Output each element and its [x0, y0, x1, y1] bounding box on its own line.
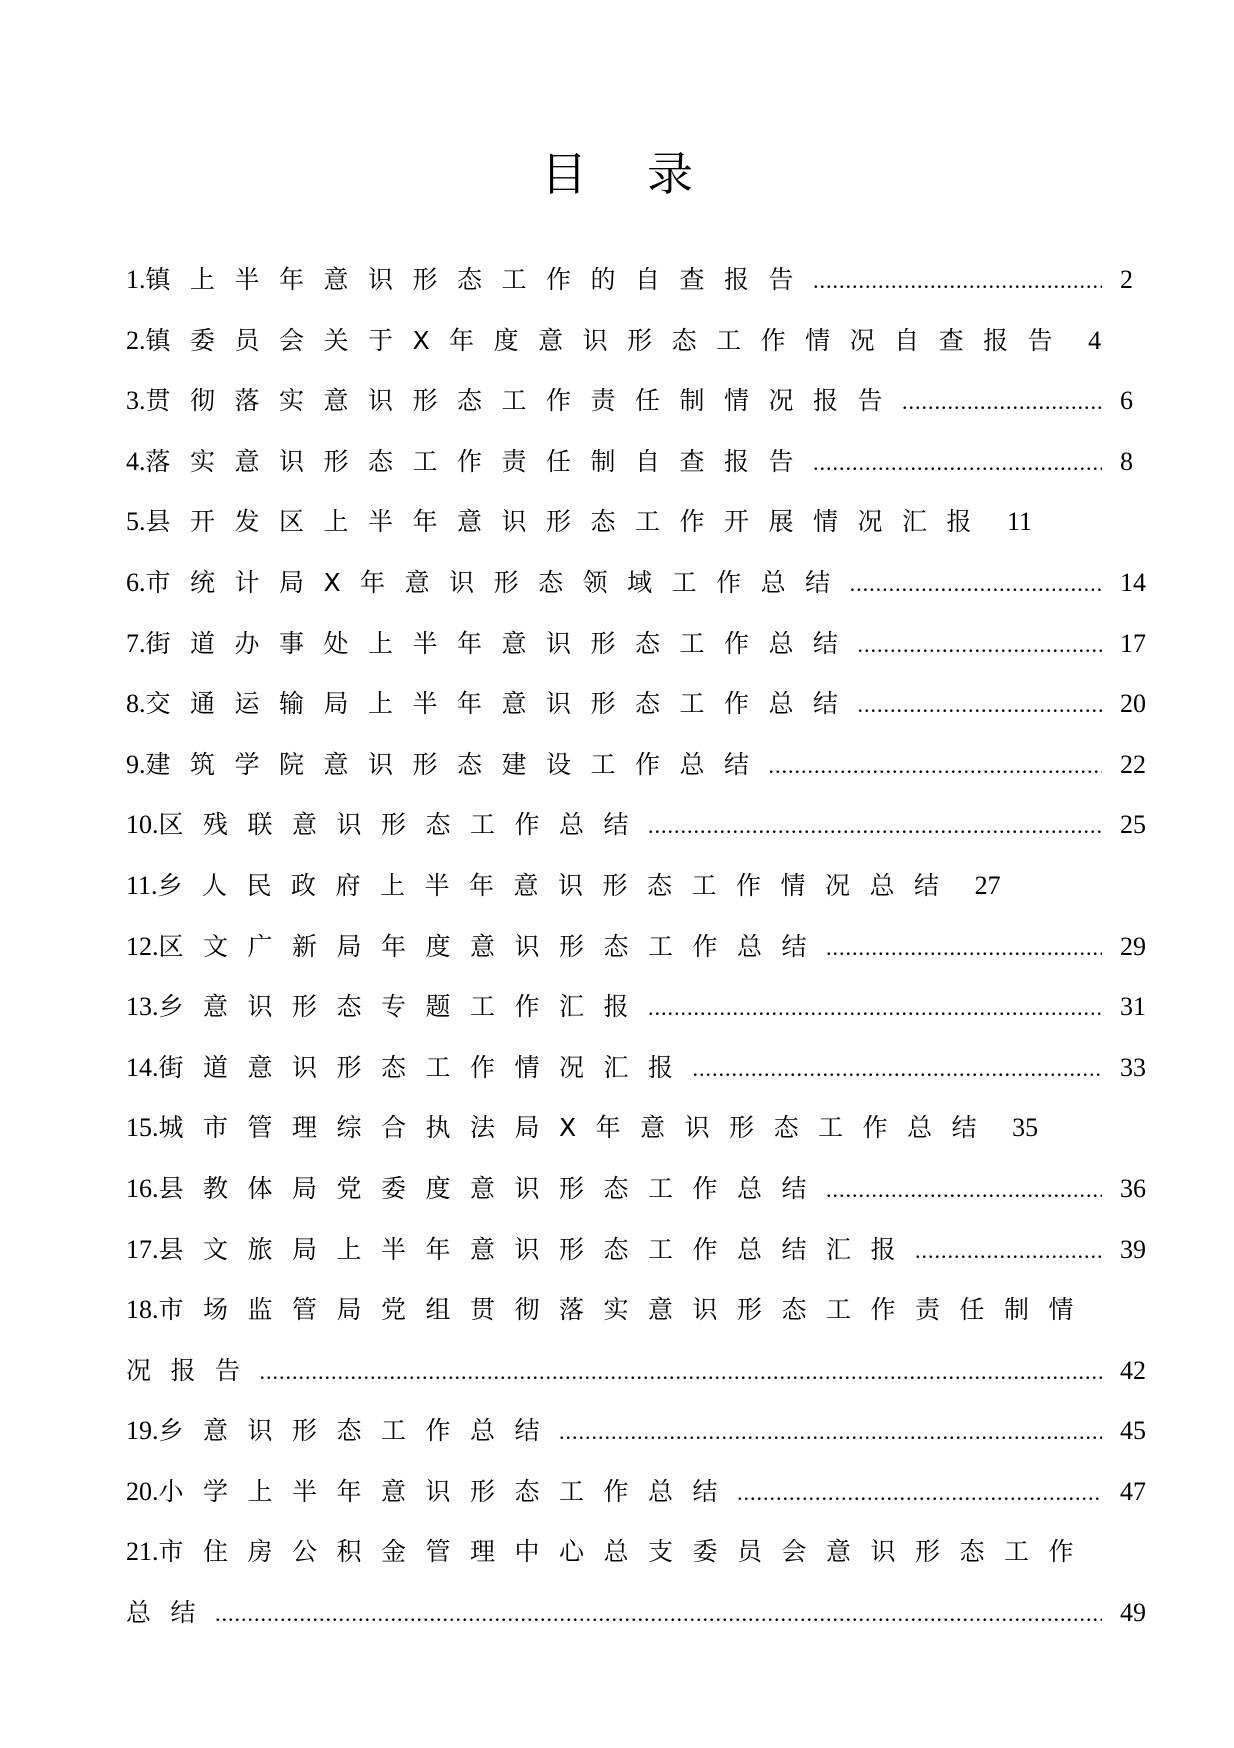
dot-leader	[858, 675, 1102, 736]
page-number: 4	[1088, 325, 1102, 355]
page-number: 39	[1120, 1234, 1146, 1264]
entry-number: 8.	[126, 689, 146, 719]
entry-title-continued: 况报告	[126, 1355, 260, 1385]
entry-title	[126, 614, 858, 675]
entry-title-text: 区文广新局年度意识形态工作总结	[158, 931, 827, 961]
entry-title-text: 落实意识形态工作责任制自查报告	[145, 446, 814, 476]
entry-number: 15.	[126, 1113, 159, 1143]
dot-leader	[915, 1221, 1102, 1282]
page-number: 8	[1120, 446, 1133, 476]
entry-title-text: 乡意识形态工作总结	[158, 1416, 560, 1446]
entry-title	[126, 432, 813, 493]
dot-leader	[858, 615, 1102, 676]
entry-title-text: 市场监管局党组贯彻落实意识形态工作责任制情	[158, 1295, 1094, 1325]
table-of-contents	[126, 250, 1146, 1644]
entry-number: 13.	[126, 992, 159, 1022]
entry-title-text: 区残联意识形态工作总结	[158, 810, 649, 840]
page-number: 45	[1120, 1416, 1146, 1446]
entry-title	[126, 795, 648, 856]
entry-number: 9.	[126, 749, 146, 779]
toc-title: 目录	[541, 147, 753, 201]
entry-number: 5.	[126, 507, 146, 537]
toc-entry[interactable]	[126, 553, 1166, 614]
toc-entry[interactable]	[126, 492, 1116, 553]
entry-title-text: 县文旅局上半年意识形态工作总结汇报	[158, 1234, 916, 1264]
dot-leader	[813, 251, 1102, 312]
entry-number: 4.	[126, 446, 146, 476]
entry-title	[126, 1401, 559, 1462]
entry-title	[126, 1098, 996, 1159]
toc-entry[interactable]	[126, 311, 1116, 372]
entry-title	[126, 553, 850, 614]
dot-leader	[648, 978, 1102, 1039]
entry-number: 2.	[126, 325, 146, 355]
entry-title-text: 镇上半年意识形态工作的自查报告	[145, 265, 814, 294]
toc-entry[interactable]	[126, 674, 1166, 735]
entry-title-text: 乡意识形态专题工作汇报	[158, 992, 649, 1022]
entry-title	[126, 1522, 1093, 1583]
entry-number: 1.	[126, 265, 146, 294]
toc-entry[interactable]	[126, 250, 1166, 311]
entry-title	[126, 1038, 693, 1099]
dot-leader	[813, 433, 1102, 494]
toc-entry[interactable]	[126, 1038, 1166, 1099]
entry-number: 20.	[126, 1476, 159, 1506]
dot-leader	[902, 372, 1102, 433]
page-number: 20	[1120, 689, 1146, 719]
dot-leader	[648, 796, 1102, 857]
dot-leader	[769, 736, 1102, 797]
page-number: 6	[1120, 386, 1133, 416]
entry-title	[126, 856, 959, 917]
dot-leader	[559, 1402, 1102, 1463]
entry-title	[126, 1220, 915, 1281]
toc-entry[interactable]	[126, 432, 1166, 493]
page-number: 49	[1120, 1598, 1146, 1628]
entry-title-text: 建筑学院意识形态建设工作总结	[145, 749, 769, 779]
entry-number: 12.	[126, 931, 159, 961]
entry-number: 16.	[126, 1173, 159, 1203]
entry-number: 14.	[126, 1052, 159, 1082]
dot-leader	[850, 554, 1102, 615]
dot-leader	[826, 918, 1102, 979]
page-number: 29	[1120, 931, 1146, 961]
entry-number: 17.	[126, 1234, 159, 1264]
page-number: 42	[1120, 1355, 1146, 1385]
page-number: 47	[1120, 1476, 1146, 1506]
entry-title-text: 镇委员会关于X年度意识形态工作情况自查报告	[145, 325, 1073, 355]
entry-title-continued: 总结	[126, 1598, 216, 1628]
entry-title-text: 交通运输局上半年意识形态工作总结	[145, 689, 858, 719]
toc-entry[interactable]	[126, 795, 1166, 856]
toc-entry[interactable]	[126, 856, 1116, 917]
entry-number: 11.	[126, 870, 158, 900]
page-number: 35	[1012, 1113, 1039, 1143]
toc-entry[interactable]	[126, 371, 1166, 432]
dot-leader	[693, 1039, 1102, 1100]
entry-number: 19.	[126, 1416, 159, 1446]
entry-number: 3.	[126, 386, 146, 416]
entry-title	[126, 371, 902, 432]
page-number: 2	[1120, 265, 1133, 294]
entry-title-text: 街道意识形态工作情况汇报	[158, 1052, 693, 1082]
toc-entry[interactable]	[126, 1159, 1166, 1220]
toc-entry[interactable]	[126, 917, 1166, 978]
entry-title	[126, 735, 769, 796]
entry-title	[126, 1159, 826, 1220]
entry-number: 10.	[126, 810, 159, 840]
toc-entry[interactable]	[126, 1098, 1116, 1159]
entry-number: 18.	[126, 1295, 159, 1325]
entry-number: 6.	[126, 567, 146, 597]
page-number: 36	[1120, 1173, 1146, 1203]
entry-title-text: 乡人民政府上半年意识形态工作情况总结	[157, 870, 959, 900]
dot-leader	[260, 1342, 1102, 1403]
entry-number: 21.	[126, 1537, 159, 1567]
page-number: 25	[1120, 810, 1146, 840]
entry-title-text: 小学上半年意识形态工作总结	[158, 1476, 738, 1506]
page-number: 17	[1120, 628, 1146, 658]
entry-title-text: 城市管理综合执法局X年意识形态工作总结	[158, 1113, 997, 1143]
entry-title-text: 贯彻落实意识形态工作责任制情况报告	[145, 386, 903, 416]
toc-entry[interactable]	[126, 614, 1166, 675]
toc-entry[interactable]	[126, 1280, 1116, 1341]
dot-leader	[826, 1160, 1102, 1221]
entry-title	[126, 492, 991, 553]
toc-entry[interactable]	[126, 735, 1166, 796]
entry-title-text: 市统计局X年意识形态领域工作总结	[145, 567, 850, 597]
toc-entry[interactable]	[126, 1522, 1116, 1583]
page-number: 14	[1120, 567, 1146, 597]
entry-title	[126, 1462, 737, 1523]
entry-title	[126, 1280, 1093, 1341]
page-number: 22	[1120, 749, 1146, 779]
toc-entry-continued[interactable]	[126, 1341, 1166, 1402]
entry-title-text: 县开发区上半年意识形态工作开展情况汇报	[145, 507, 992, 537]
entry-title	[126, 311, 1072, 372]
page-number: 27	[974, 870, 1001, 900]
entry-title-text: 街道办事处上半年意识形态工作总结	[145, 628, 858, 658]
entry-title	[126, 674, 858, 735]
page-number: 33	[1120, 1052, 1146, 1082]
entry-title	[126, 977, 648, 1038]
toc-entry[interactable]	[126, 1220, 1166, 1281]
toc-entry[interactable]	[126, 1462, 1166, 1523]
page-number: 31	[1120, 992, 1146, 1022]
toc-entry[interactable]	[126, 1401, 1166, 1462]
dot-leader	[215, 1584, 1102, 1645]
toc-entry[interactable]	[126, 977, 1166, 1038]
toc-entry-continued[interactable]	[126, 1583, 1166, 1644]
entry-title	[126, 917, 826, 978]
entry-title	[126, 250, 813, 311]
entry-title-text: 县教体局党委度意识形态工作总结	[158, 1173, 827, 1203]
entry-title-text: 市住房公积金管理中心总支委员会意识形态工作	[158, 1537, 1094, 1567]
entry-number: 7.	[126, 628, 146, 658]
dot-leader	[737, 1463, 1102, 1524]
page-number: 11	[1007, 507, 1033, 537]
